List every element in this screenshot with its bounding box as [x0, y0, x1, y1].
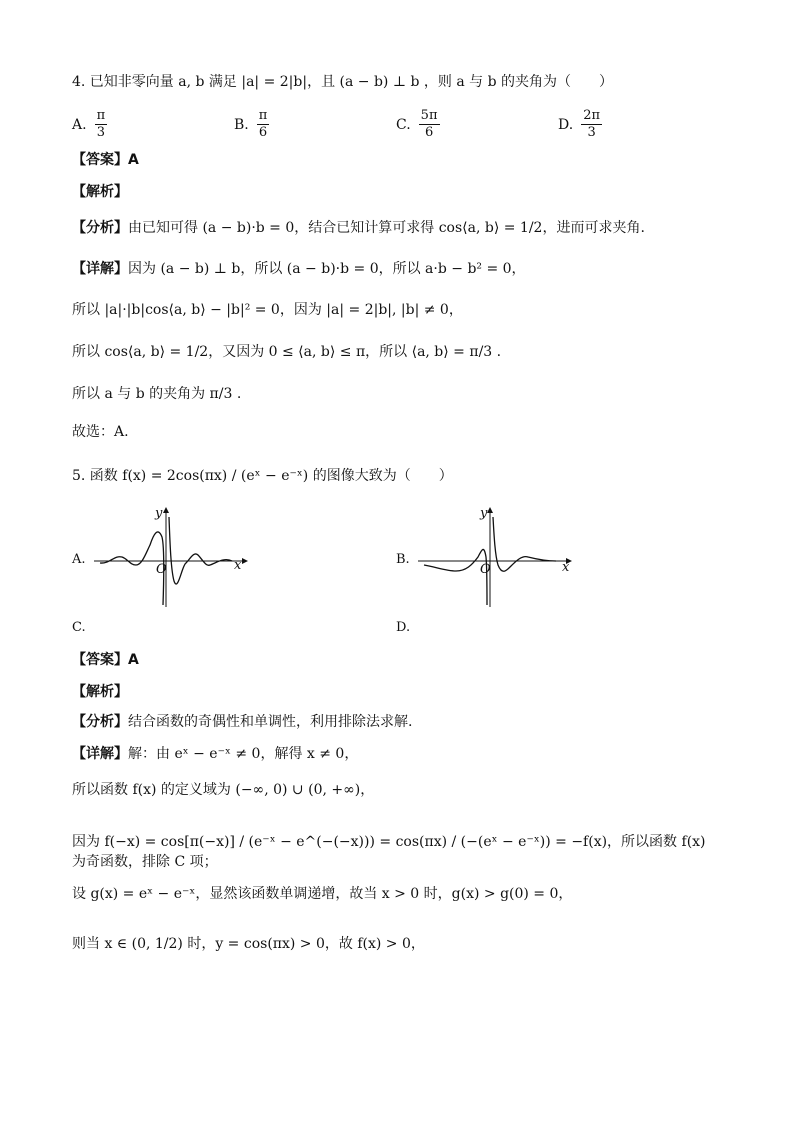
q5-analysis-heading [72, 682, 128, 702]
x-axis-arrow-icon [242, 558, 248, 564]
frac-num: 5π [420, 108, 438, 123]
fenxi-text: 结合函数的奇偶性和单调性，利用排除法求解. [128, 714, 413, 730]
frac-num: π [96, 108, 106, 123]
q5-stem: 5. 函数 f(x) = 2cos(πx) / (eˣ − e⁻ˣ) 的图像大致为（ ） [72, 468, 453, 484]
graph-a-x-label: x [234, 558, 242, 573]
graph-a-y-label: y [155, 506, 163, 521]
option-fraction [419, 108, 440, 141]
q4-option-b [234, 108, 271, 141]
option-letter: A. [72, 116, 87, 133]
analysis-label: 【解析】 [72, 684, 128, 700]
graph-b-origin: O [480, 562, 491, 577]
q5-xiangjie-3: 因为 f(−x) = cos[π(−x)] / (e⁻ˣ − e^(−(−x))) = cos(πx) / (−(eˣ − e⁻ˣ)) = −f(x)，所以函数 f(x) 为奇函数，排除 C 项； [72, 834, 706, 870]
fenxi-tag: 【分析】 [72, 220, 128, 236]
answer-label: 【答案】A [72, 652, 139, 668]
frac-num: 2π [583, 108, 601, 123]
frac-num: π [258, 108, 268, 123]
q4-xiangjie-2: 所以 |a|·|b|cos⟨a, b⟩ − |b|² = 0，因为 |a| = 2|b|, |b| ≠ 0， [72, 302, 463, 318]
q4-xiangjie-3: 所以 cos⟨a, b⟩ = 1/2，又因为 0 ≤ ⟨a, b⟩ ≤ π，所以 ⟨a, b⟩ = π/3 . [72, 344, 502, 360]
q4-answer [72, 150, 139, 170]
frac-den: 3 [587, 125, 596, 140]
q4-option-c [396, 108, 442, 141]
y-axis-arrow-icon [163, 507, 169, 513]
option-letter: D. [558, 116, 574, 133]
frac-den: 6 [258, 125, 268, 140]
q5-xiangjie-5: 则当 x ∈ (0, 1/2) 时，y = cos(πx) > 0，故 f(x) > 0， [72, 936, 425, 952]
option-fraction [95, 108, 108, 141]
option-letter: C. [396, 116, 411, 133]
q4-choose: 故选：A. [72, 424, 129, 440]
frac-den: 6 [424, 125, 434, 140]
graph-b-y-label: y [480, 506, 488, 521]
q4-option-a [72, 108, 109, 141]
xiangjie-text: 解：由 eˣ − e⁻ˣ ≠ 0，解得 x ≠ 0， [128, 746, 359, 762]
q5-xiangjie-2: 所以函数 f(x) 的定义域为 (−∞, 0) ∪ (0, +∞)， [72, 782, 375, 798]
q4-fenxi [72, 218, 645, 238]
q5-fenxi [72, 712, 412, 732]
frac-den: 3 [96, 125, 105, 140]
graph-a-label: A. [72, 552, 86, 567]
graph-a-origin: O [156, 562, 167, 577]
xiangjie-tag: 【详解】 [72, 746, 128, 762]
q4-xiangjie-1 [72, 259, 526, 279]
graph-d-label: D. [396, 620, 411, 635]
option-letter: B. [234, 116, 249, 133]
q4-xiangjie-4: 所以 a 与 b 的夹角为 π/3 . [72, 386, 242, 402]
graph-b [416, 505, 576, 610]
fenxi-tag: 【分析】 [72, 714, 128, 730]
option-fraction [581, 108, 602, 141]
xiangjie-tag: 【详解】 [72, 261, 128, 277]
analysis-label: 【解析】 [72, 184, 128, 200]
y-axis-arrow-icon [487, 507, 493, 513]
graph-a [92, 505, 252, 610]
q5-answer [72, 650, 139, 670]
graph-b-label: B. [396, 552, 410, 567]
q5-xiangjie-1 [72, 744, 358, 764]
q4-stem: 4. 已知非零向量 a, b 满足 |a| = 2|b|，且 (a − b) ⊥ b ，则 a 与 b 的夹角为（ ） [72, 74, 613, 90]
fenxi-text: 由已知可得 (a − b)·b = 0，结合已知计算可求得 cos⟨a, b⟩ = 1/2，进而可求夹角. [128, 220, 645, 236]
answer-label: 【答案】A [72, 152, 139, 168]
q5-xiangjie-4: 设 g(x) = eˣ − e⁻ˣ，显然该函数单调递增，故当 x > 0 时，g(x) > g(0) = 0， [72, 886, 573, 902]
graph-c-label: C. [72, 620, 86, 635]
q4-option-d [558, 108, 604, 141]
option-fraction [257, 108, 270, 141]
graph-b-x-label: x [562, 560, 570, 575]
q4-analysis-heading [72, 182, 128, 202]
xiangjie-text: 因为 (a − b) ⊥ b，所以 (a − b)·b = 0，所以 a·b − b² = 0， [128, 261, 526, 277]
